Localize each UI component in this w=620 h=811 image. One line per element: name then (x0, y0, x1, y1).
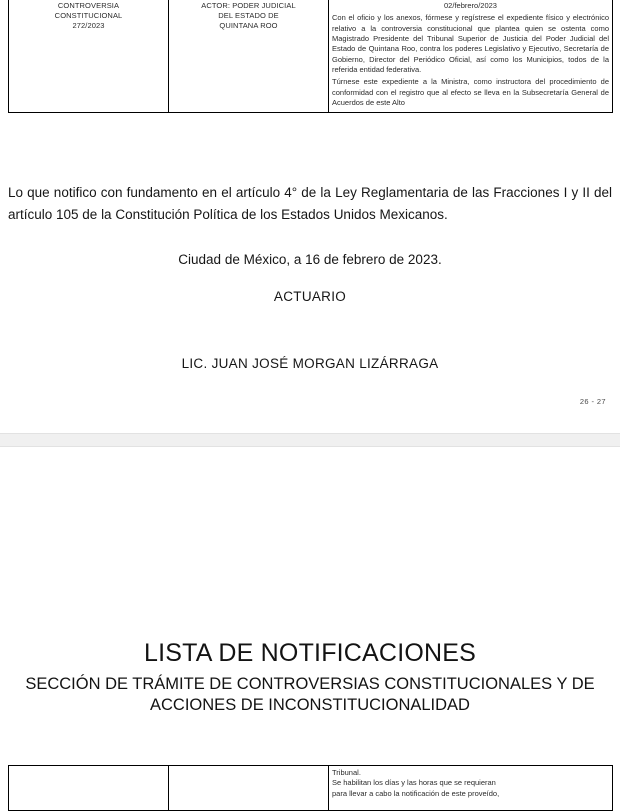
acuerdo-paragraph-2: Túrnese este expediente a la Ministra, como instructora del procedimiento de conformidad con el registro que al efecto se lleva en la Subsecretaría General de Acuerdos de este Alto (332, 77, 609, 108)
signer-role: ACTUARIO (273, 288, 347, 304)
plaintiff-cell-bottom (169, 766, 329, 811)
table-row (9, 0, 613, 113)
list-heading-block (8, 640, 612, 716)
case-type-line-2: CONSTITUCIONAL (54, 11, 123, 21)
notification-paragraph: Lo que notifico con fundamento en el artículo 4° de la Ley Reglamentaria de las Fracciones I y II del artículo 105 de la Constitución Política de los Estados Unidos Mexicanos. (8, 185, 612, 222)
signer-name: LIC. JUAN JOSÉ MORGAN LIZÁRRAGA (181, 355, 439, 371)
case-type-line-1: CONTROVERSIA (57, 1, 120, 10)
page-subtitle: SECCIÓN DE TRÁMITE DE CONTROVERSIAS CONSTITUCIONALES Y DE ACCIONES DE INCONSTITUCIONALIDAD (25, 674, 595, 714)
controversy-table-top (8, 0, 613, 113)
plaintiff-line-3: QUINTANA ROO (219, 21, 278, 31)
case-type-cell (9, 0, 169, 113)
table-row (9, 766, 613, 811)
page-title: LISTA DE NOTIFICACIONES (144, 639, 476, 667)
controversy-table-bottom (8, 765, 613, 811)
page-marker: 26 - 27 (579, 397, 606, 406)
acuerdo-cell (329, 0, 613, 113)
plaintiff-line-1: ACTOR: PODER JUDICIAL (201, 1, 296, 10)
case-type-cell-bottom (9, 766, 169, 811)
plaintiff-cell (169, 0, 329, 113)
acuerdo-bottom-line-2: Se habilitan los días y las horas que se requieran (332, 778, 496, 788)
acuerdo-bottom-line-1: Tribunal. (332, 768, 361, 777)
acuerdo-bottom-line-3: para llevar a cabo la notificación de este proveído, (332, 788, 500, 798)
page-separator (0, 433, 620, 447)
case-number-line: 272/2023 (72, 21, 105, 31)
place-and-date: Ciudad de México, a 16 de febrero de 2023. (178, 251, 442, 267)
acuerdo-date: 02/febrero/2023 (444, 1, 497, 10)
acuerdo-paragraph-1: Con el oficio y los anexos, fórmese y regístrese el expediente físico y electrónico relativo a la controversia constitucional que plantea quien se ostenta como Magistrado Presidente del Tribunal Superior de Justicia del Poder Judicial del Estado de Quintana Roo, contra los poderes Legislativo y Ejecutivo, Secretaría de Gobierno, Director del Periódico Oficial, así como los Municipios, todos de la referida entidad federativa. (332, 13, 609, 75)
acuerdo-cell-bottom (329, 766, 613, 811)
notification-block (8, 182, 612, 406)
plaintiff-line-2: DEL ESTADO DE (218, 11, 279, 21)
